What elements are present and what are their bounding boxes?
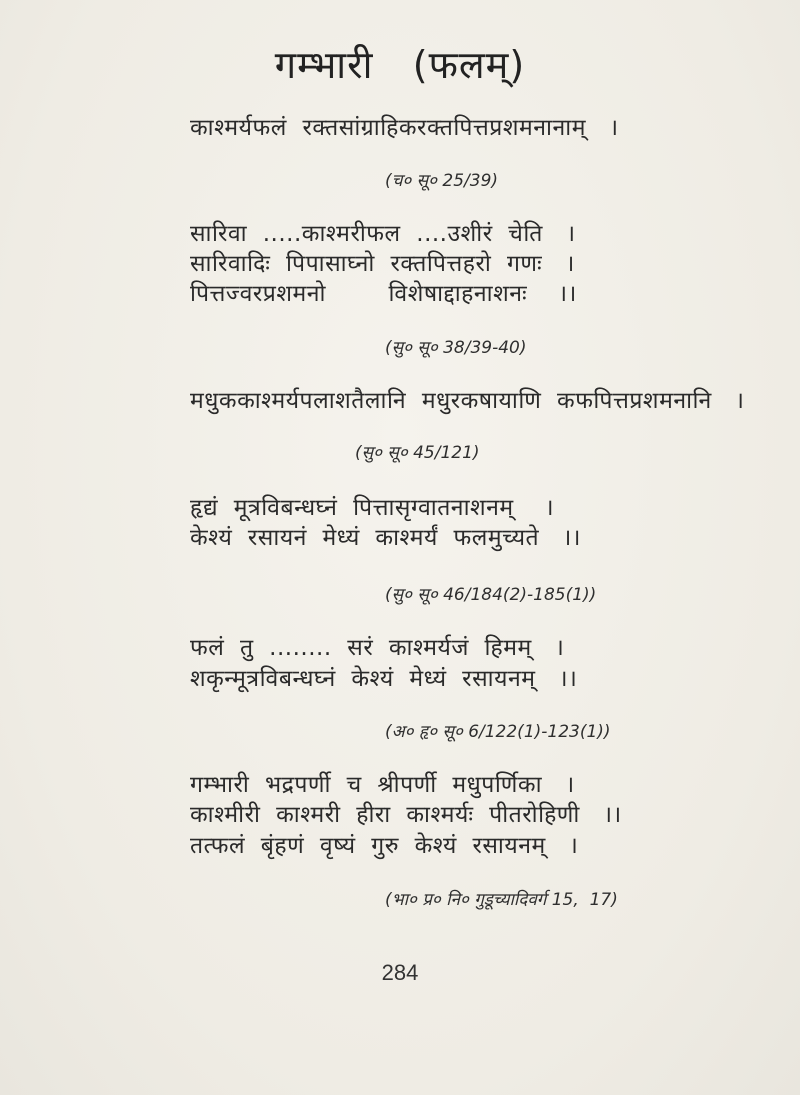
verse-line: गम्भारी भद्रपर्णी च श्रीपर्णी मधुपर्णिका । — [190, 772, 575, 798]
citation-reference: (सु० सू० 38/39-40) — [385, 338, 527, 358]
verse-line: काश्मर्यफलं रक्तसांग्राहिकरक्तपित्तप्रशमनानाम् । — [190, 115, 619, 141]
verse-line: हृद्यं मूत्रविबन्धघ्नं पित्तासृग्वातनाशनम् । — [190, 495, 555, 521]
citation-reference: (सु० सू० 46/184(2)-185(1)) — [385, 585, 597, 605]
citation-reference: (अ० हृ० सू० 6/122(1)-123(1)) — [385, 722, 611, 742]
verse-line: तत्फलं बृंहणं वृष्यं गुरु केश्यं रसायनम् । — [190, 833, 579, 859]
page-title: गम्भारी (फलम्) — [274, 43, 526, 87]
citation-reference: (च० सू० 25/39) — [385, 171, 499, 191]
verse-line: सारिवा .....काश्मरीफल ....उशीरं चेति । — [190, 221, 576, 247]
verse-line: फलं तु ........ सरं काश्मर्यजं हिमम् । — [190, 635, 565, 661]
citation-reference: (भा० प्र० नि० गुडूच्यादिवर्ग 15, 17) — [385, 890, 618, 910]
page-number: 284 — [381, 960, 419, 985]
verse-line: सारिवादिः पिपासाघ्नो रक्तपित्तहरो गणः । — [190, 251, 575, 277]
verse-line: शकृन्मूत्रविबन्धघ्नं केश्यं मेध्यं रसायनम् ।। — [190, 666, 578, 692]
verse-line: केश्यं रसायनं मेध्यं काश्मर्यं फलमुच्यते ।। — [190, 525, 582, 551]
verse-line: मधुककाश्मर्यपलाशतैलानि मधुरकषायाणि कफपित्तप्रशमनानि । — [190, 388, 745, 414]
verse-line: काश्मीरी काश्मरी हीरा काश्मर्यः पीतरोहिणी ।। — [190, 802, 622, 828]
citation-reference: (सु० सू० 45/121) — [355, 443, 480, 463]
verse-line: पित्तज्वरप्रशमनो विशेषाद्दाहनाशनः ।। — [190, 281, 577, 307]
